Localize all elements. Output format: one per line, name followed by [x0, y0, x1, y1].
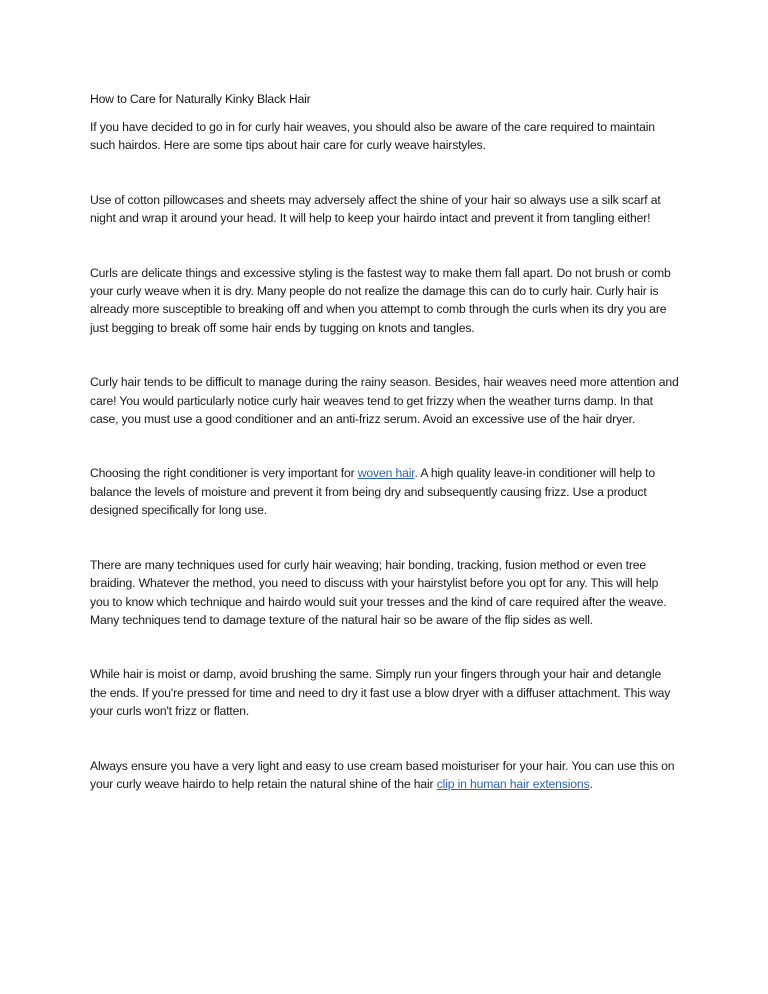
paragraph-conditioner — [90, 464, 680, 519]
paragraph-moisturiser-text-after: . — [589, 776, 593, 791]
document-page — [90, 90, 680, 793]
paragraph-moisturiser — [90, 757, 680, 794]
paragraph-techniques: There are many techniques used for curly hair weaving; hair bonding, tracking, fusion method or even tree braiding. Whatever the method, you need to discuss with your hairstylist before you opt for any. This will help you to know which technique and hairdo would suit your tresses and the kind of care required after the weave. Many techniques tend to damage texture of the natural hair so be aware of the flip sides as well. — [90, 557, 667, 627]
paragraph-intro: If you have decided to go in for curly hair weaves, you should also be aware of the care required to maintain such hairdos. Here are some tips about hair care for curly weave hairstyles. — [90, 120, 655, 153]
document-title: How to Care for Naturally Kinky Black Hair — [90, 92, 311, 106]
paragraph-moisturiser-text-before: Always ensure you have a very light and easy to use cream based moisturiser for your hair. You can use this on your curly weave hairdo to help retain the natural shine of the hair — [90, 758, 675, 791]
paragraph-damp-hair: While hair is moist or damp, avoid brushing the same. Simply run your fingers through your hair and detangle the ends. If you're pressed for time and need to dry it fast use a blow dryer with a diffuser attachment. This way your curls won't frizz or flatten. — [90, 667, 671, 719]
paragraph-conditioner-text-after: . A high quality leave-in conditioner will help to balance the levels of moisture and prevent it from being dry and subsequently causing frizz. Use a product designed specifically for long use. — [90, 466, 655, 518]
paragraph-pillowcases: Use of cotton pillowcases and sheets may adversely affect the shine of your hair so always use a silk scarf at night and wrap it around your head. It will help to keep your hairdo intact and prevent it from tangling either! — [90, 192, 661, 226]
clip-in-extensions-link[interactable]: clip in human hair extensions — [436, 776, 590, 791]
paragraph-conditioner-text-before: Choosing the right conditioner is very important for — [90, 466, 358, 481]
woven-hair-link[interactable]: woven hair — [357, 466, 415, 481]
paragraph-delicate-curls: Curls are delicate things and excessive styling is the fastest way to make them fall apart. Do not brush or comb your curly weave when it is dry. Many people do not realize the damage this can do to curly hair. Curly hair is already more susceptible to breaking off and when you attempt to comb through the curls when its dry you are just begging to break off some hair ends by tugging on knots and tangles. — [90, 265, 671, 335]
paragraph-rainy-season: Curly hair tends to be difficult to manage during the rainy season. Besides, hair weaves need more attention and care! You would particularly notice curly hair weaves tend to get frizzy when the weather turns damp. In that case, you must use a good conditioner and an anti-frizz serum. Avoid an excessive use of the hair dryer. — [90, 375, 679, 427]
